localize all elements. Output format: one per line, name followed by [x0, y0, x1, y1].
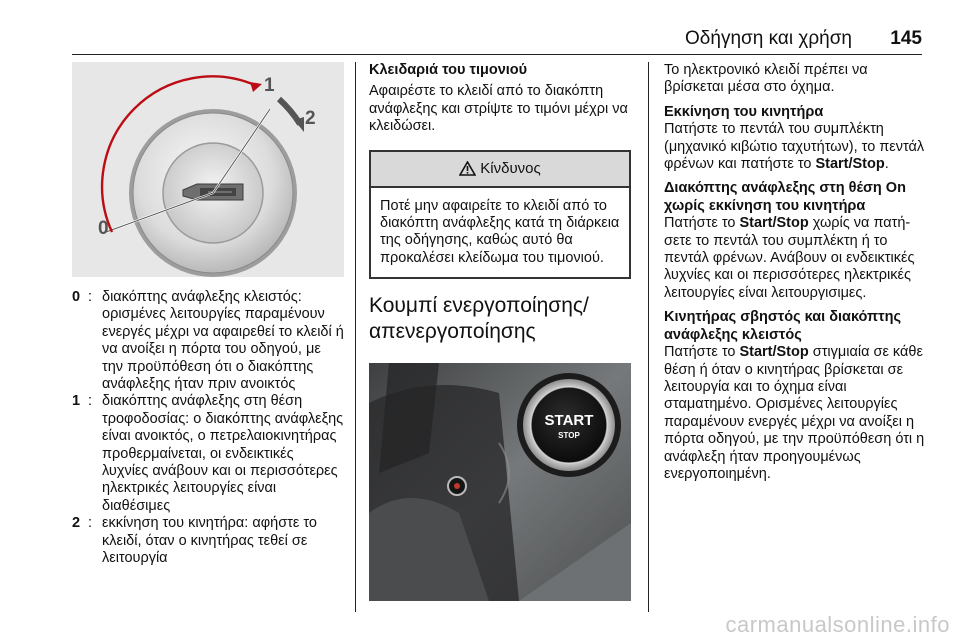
legend-number: 0	[72, 289, 81, 305]
column-divider	[648, 62, 649, 612]
page-number: 145	[890, 28, 922, 49]
section-engine-off: Κινητήρας σβηστός και διακόπτης ανάφλεξης κλειστός Πατήστε το Start/Stop στιγμιαία σε κάθε θέση ή όταν ο κινητήρας βρίσκεται σε λειτουργία και το όχημα είναι σταματημένο. Ορισμένες λειτουργίες παραμένουν ενεργές μέχρι να ανοίξει η πόρτα οδηγού, με την προϋπόθεση ότι η ανάφλεξη ήταν προηγουμένως ενεργοποιημένη.	[664, 309, 925, 482]
intro-text: Το ηλεκτρονικό κλειδί πρέπει να βρίσκεται μέσα στο όχημα.	[664, 62, 868, 96]
danger-box	[369, 150, 631, 280]
legend-item: 2 : εκκίνηση του κινητήρα: αφήστε το κλειδί, όταν ο κινητήρας τεθεί σε λειτουργία	[72, 515, 344, 567]
watermark: carmanualsonline.info	[725, 612, 950, 637]
legend-number: 1	[72, 393, 81, 410]
column-left	[72, 62, 344, 568]
engine-off-heading: Κινητήρας σβηστός και διακόπτης ανάφλεξης κλειστός	[664, 309, 901, 343]
ignition-switch-figure	[72, 62, 344, 277]
section-title: Κουμπί ενεργοποίησης/ απενεργοποίησης	[369, 294, 589, 344]
start-stop-illustration	[369, 363, 631, 601]
steering-lock-text: Αφαιρέστε το κλειδί από το διακόπτη ανάφλεξης και στρίψτε το τιμόνι μέχρι να κλειδώσει.	[369, 83, 628, 135]
page-header	[0, 0, 960, 56]
legend-text: διακόπτης ανάφλεξης κλειστός: ορισμένες λειτουργίες παραμένουν ενεργές μέχρι να αφαιρεθεί το κλειδί ή να ανοίξει η πόρτα του οδηγού, με την προϋπόθεση ότι ο διακόπτης ανάφλεξης ήταν πριν ανοικτός	[102, 289, 344, 393]
column-middle	[369, 62, 631, 601]
ignition-switch-illustration	[72, 62, 344, 277]
ignition-on-heading: Διακόπτης ανάφλεξης στη θέση On χωρίς εκκίνηση του κινητήρα	[664, 180, 906, 214]
column-right	[664, 62, 926, 490]
running-title: Οδήγηση και χρήση	[685, 28, 852, 49]
stop-label: STOP	[558, 431, 580, 441]
figure-legend	[72, 289, 344, 568]
position-label-2: 2	[305, 108, 316, 129]
legend-item: 0 : διακόπτης ανάφλεξης κλειστός: ορισμένες λειτουργίες παραμένουν ενεργές μέχρι να αφαιρεθεί το κλειδί ή να ανοίξει η πόρτα του οδηγού, με την προϋπόθεση ότι ο διακόπτης ανάφλεξης ήταν πριν ανοικτός	[72, 289, 344, 393]
warning-triangle-icon	[459, 161, 476, 176]
legend-number: 2	[72, 515, 81, 532]
section-ignition-on: Διακόπτης ανάφλεξης στη θέση On χωρίς εκκίνηση του κινητήρα Πατήστε το Start/Stop χωρίς να πατήσετε το πεντάλ του συμπλέκτη ή το πεντάλ φρένων. Ανάβουν οι ενδεικτικές λυχνίες και οι περισσότερες ηλεκτρικές λειτουργίες είναι λειτουργισιμες.	[664, 180, 915, 301]
engine-start-heading: Εκκίνηση του κινητήρα	[664, 103, 824, 120]
position-label-1: 1	[264, 75, 275, 96]
legend-item: 1 : διακόπτης ανάφλεξης στη θέση τροφοδοσίας: ο διακόπτης ανάφλεξης είναι ανοικτός, ο πετρελαιοκινητήρας προθερμαίνεται, οι ενδεικτικές λυχνίες ανάβουν και οι περισσότερες ηλεκτρικές λειτουργίες είναι διαθέσιμες	[72, 393, 344, 514]
header-rule	[72, 54, 922, 55]
start-label: START	[544, 412, 594, 430]
danger-box-title: Κίνδυνος	[480, 160, 541, 178]
legend-text: εκκίνηση του κινητήρα: αφήστε το κλειδί, όταν ο κινητήρας τεθεί σε λειτουργία	[102, 515, 317, 567]
danger-box-text: Ποτέ μην αφαιρείτε το κλειδί από το διακόπτη ανάφλεξης κατά τη διάρκεια της οδήγησης, καθώς αυτό θα προκαλέσει κλείδωμα του τιμονιού.	[380, 197, 620, 266]
position-label-0: 0	[98, 218, 109, 239]
section-engine-start: Εκκίνηση του κινητήρα Πατήστε το πεντάλ του συμπλέκτη (μηχανικό κιβώτιο ταχυτήτων), το πεντάλ φρένων και πατήστε το Start/Stop.	[664, 103, 925, 173]
steering-lock-heading: Κλειδαριά του τιμονιού	[369, 62, 528, 78]
start-stop-photo	[369, 363, 631, 601]
column-divider	[355, 62, 356, 612]
danger-box-header	[371, 152, 629, 188]
legend-text: διακόπτης ανάφλεξης στη θέση τροφοδοσίας: ο διακόπτης ανάφλεξης είναι ανοικτός, ο πετρελαιοκινητήρας προθερμαίνεται, οι ενδεικτικές λυχνίες ανάβουν και οι περισσότερες ηλεκτρικές λειτουργίες είναι διαθέσιμες	[102, 393, 344, 514]
